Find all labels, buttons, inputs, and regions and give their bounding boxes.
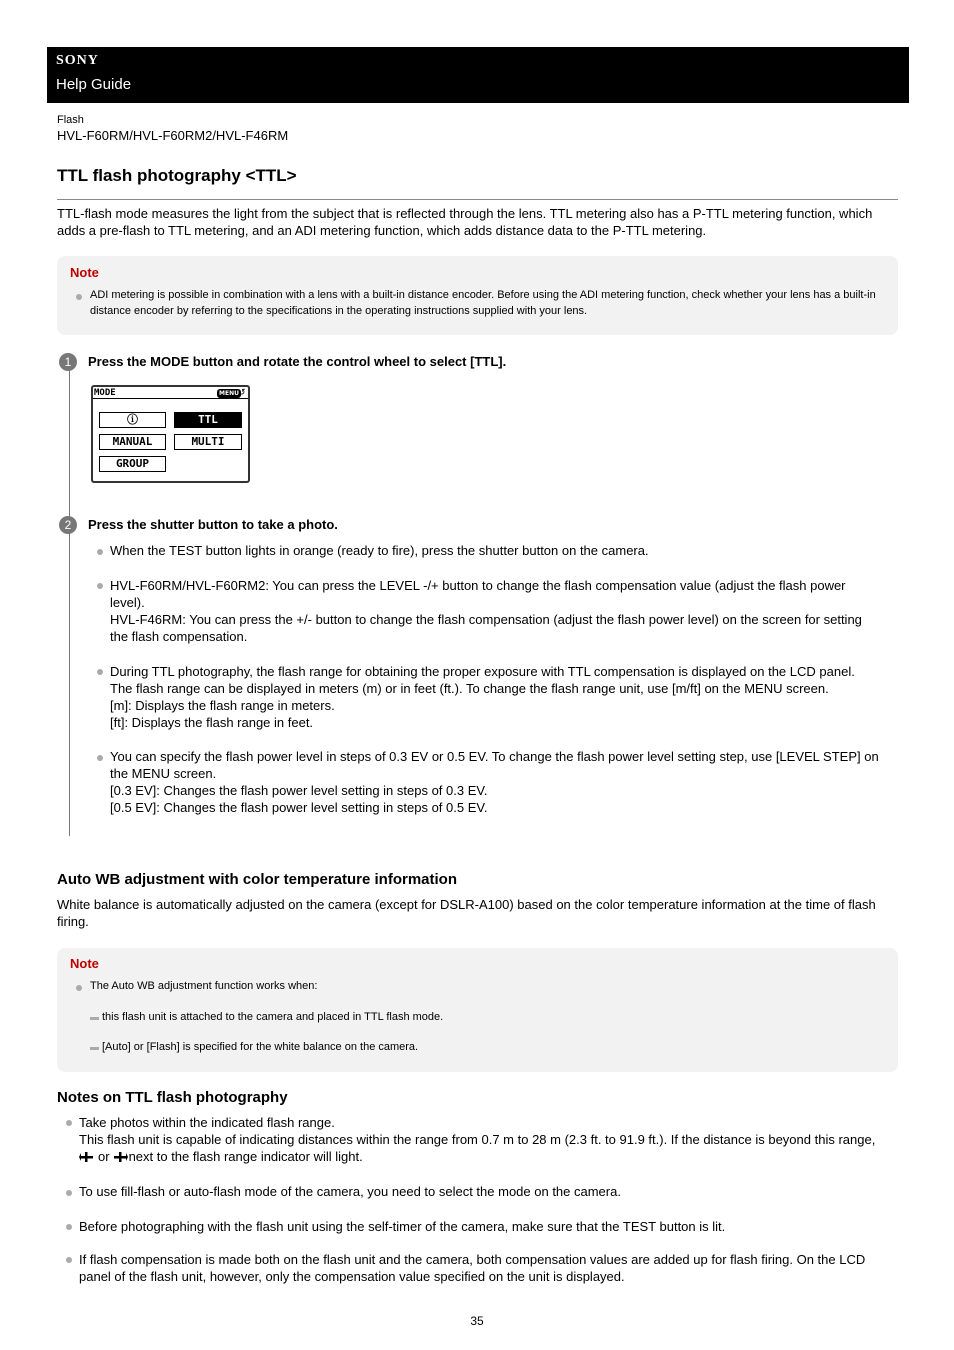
menu-badge: MENU <box>219 390 239 397</box>
note-title: Note <box>70 265 99 280</box>
bullet-line: [ft]: Displays the flash range in feet. <box>110 715 314 730</box>
breadcrumb-models: HVL-F60RM/HVL-F60RM2/HVL-F46RM <box>57 128 289 143</box>
step-2-number: 2 <box>59 516 77 534</box>
title-divider <box>57 199 898 200</box>
range-far-icon <box>113 1151 129 1163</box>
bullet-line: [0.3 EV]: Changes the flash power level setting in steps of 0.3 EV. <box>110 783 488 798</box>
bullet-line: The flash range can be displayed in meters (m) or in feet (ft.). To change the flash range unit, use [m/ft] on the MENU screen. <box>110 681 829 696</box>
bullet-line: [0.5 EV]: Changes the flash power level setting in steps of 0.5 EV. <box>110 800 488 815</box>
awb-note-subitem-1: this flash unit is attached to the camera and placed in TTL flash mode. <box>102 1011 444 1023</box>
note-box <box>57 256 898 335</box>
bullet-icon <box>66 1224 72 1230</box>
bullet-line: the MENU screen. <box>110 766 217 781</box>
brand-logo: SONY <box>56 53 99 68</box>
step2-bullet-1 <box>110 542 900 559</box>
header-subtitle: Help Guide <box>56 76 132 93</box>
awb-heading: Auto WB adjustment with color temperature information <box>57 871 458 888</box>
bullet-line: HVL-F60RM/HVL-F60RM2: You can press the LEVEL -/+ button to change the flash compensation value (adjust the flash power <box>110 578 846 593</box>
bullet-icon <box>76 985 82 991</box>
lcd-ttl-button: TTL <box>174 412 242 428</box>
bullet-icon <box>97 755 103 761</box>
bullet-line: the flash compensation. <box>110 629 248 644</box>
awb-note-subitem-2: [Auto] or [Flash] is specified for the white balance on the camera. <box>102 1041 419 1053</box>
note-text: ADI metering is possible in combination with a lens with a built-in distance encoder. Before using the ADI metering function, check whether your lens has a built-in distance encoder by referring to the specifications in the operating instructions supplied with your lens. <box>90 289 876 317</box>
range-indicator-line <box>79 1148 909 1165</box>
bullet-icon <box>97 669 103 675</box>
lcd-title: MODE <box>94 388 116 398</box>
bullet-icon <box>76 294 82 300</box>
bullet-line: [m]: Displays the flash range in meters. <box>110 698 335 713</box>
bullet-line: level). <box>110 595 145 610</box>
step2-bullet-4 <box>110 748 900 816</box>
lcd-manual-button: MANUAL <box>99 434 166 450</box>
range-or: or <box>98 1149 110 1164</box>
step-timeline <box>69 370 70 836</box>
note-title: Note <box>70 956 99 971</box>
step-2-text: Press the shutter button to take a photo. <box>88 517 338 532</box>
bullet-line: You can specify the flash power level in steps of 0.3 EV or 0.5 EV. To change the flash power level setting step, use [LEVEL STEP] on <box>110 749 879 764</box>
breadcrumb-category: Flash <box>57 114 84 126</box>
page-number: 35 <box>470 1314 484 1328</box>
step2-bullet-2 <box>110 577 900 645</box>
bullet-line: During TTL photography, the flash range for obtaining the proper exposure with TTL compensation is displayed on the LCD panel. <box>110 664 855 679</box>
notes-bullet-1 <box>79 1114 909 1165</box>
page-title: TTL flash photography <TTL> <box>57 166 297 185</box>
lcd-group-button: GROUP <box>99 456 166 472</box>
notes-bullet-3: Before photographing with the flash unit using the self-timer of the camera, make sure that the TEST button is lit. <box>79 1219 726 1234</box>
back-icon: ↺ <box>238 387 246 397</box>
notes-heading: Notes on TTL flash photography <box>57 1089 288 1106</box>
bullet-line: HVL-F46RM: You can press the +/- button to change the flash compensation (adjust the flash power level) on the screen for setting <box>110 612 862 627</box>
bullet-icon <box>66 1120 72 1126</box>
bullet-icon <box>97 583 103 589</box>
bullet-icon <box>66 1190 72 1196</box>
awb-body: White balance is automatically adjusted on the camera (except for DSLR-A100) based on the color temperature information at the time of flash firing. <box>57 897 876 929</box>
notes-bullet-4 <box>79 1251 909 1285</box>
header-bar <box>47 47 909 103</box>
range-suffix: next to the flash range indicator will light. <box>128 1149 363 1164</box>
dash-icon <box>90 1047 99 1050</box>
awb-note-box <box>57 948 898 1072</box>
bullet-line: Take photos within the indicated flash range. <box>79 1115 335 1130</box>
dash-icon <box>90 1017 99 1020</box>
bullet-line: panel of the flash unit, however, only the compensation value specified on the unit is displayed. <box>79 1269 625 1284</box>
lcd-auto-button <box>99 412 166 428</box>
flash-auto-icon: ⓘ <box>127 413 138 426</box>
bullet-line: This flash unit is capable of indicating distances within the range from 0.7 m to 28 m (2.3 ft. to 91.9 ft.). If the distance is beyond this range, <box>79 1132 876 1147</box>
bullet-icon <box>97 549 103 555</box>
step-1-text: Press the MODE button and rotate the control wheel to select [TTL]. <box>88 354 507 369</box>
bullet-line: When the TEST button lights in orange (ready to fire), press the shutter button on the camera. <box>110 543 649 558</box>
range-near-icon <box>79 1151 95 1163</box>
lcd-divider <box>93 398 248 399</box>
lcd-multi-button: MULTI <box>174 434 242 450</box>
bullet-icon <box>66 1257 72 1263</box>
step2-bullet-3 <box>110 663 900 731</box>
lcd-mode-screen <box>91 385 250 483</box>
intro-paragraph: TTL-flash mode measures the light from the subject that is reflected through the lens. TTL metering also has a P-TTL metering function, which adds a pre-flash to TTL metering, and an ADI metering function, which adds distance data to the P-TTL metering. <box>57 206 873 238</box>
notes-bullet-2: To use fill-flash or auto-flash mode of the camera, you need to select the mode on the camera. <box>79 1184 621 1199</box>
step-1-number: 1 <box>59 353 77 371</box>
awb-note-item: The Auto WB adjustment function works when: <box>90 980 318 992</box>
bullet-line: If flash compensation is made both on the flash unit and the camera, both compensation values are added up for flash firing. On the LCD <box>79 1252 866 1267</box>
